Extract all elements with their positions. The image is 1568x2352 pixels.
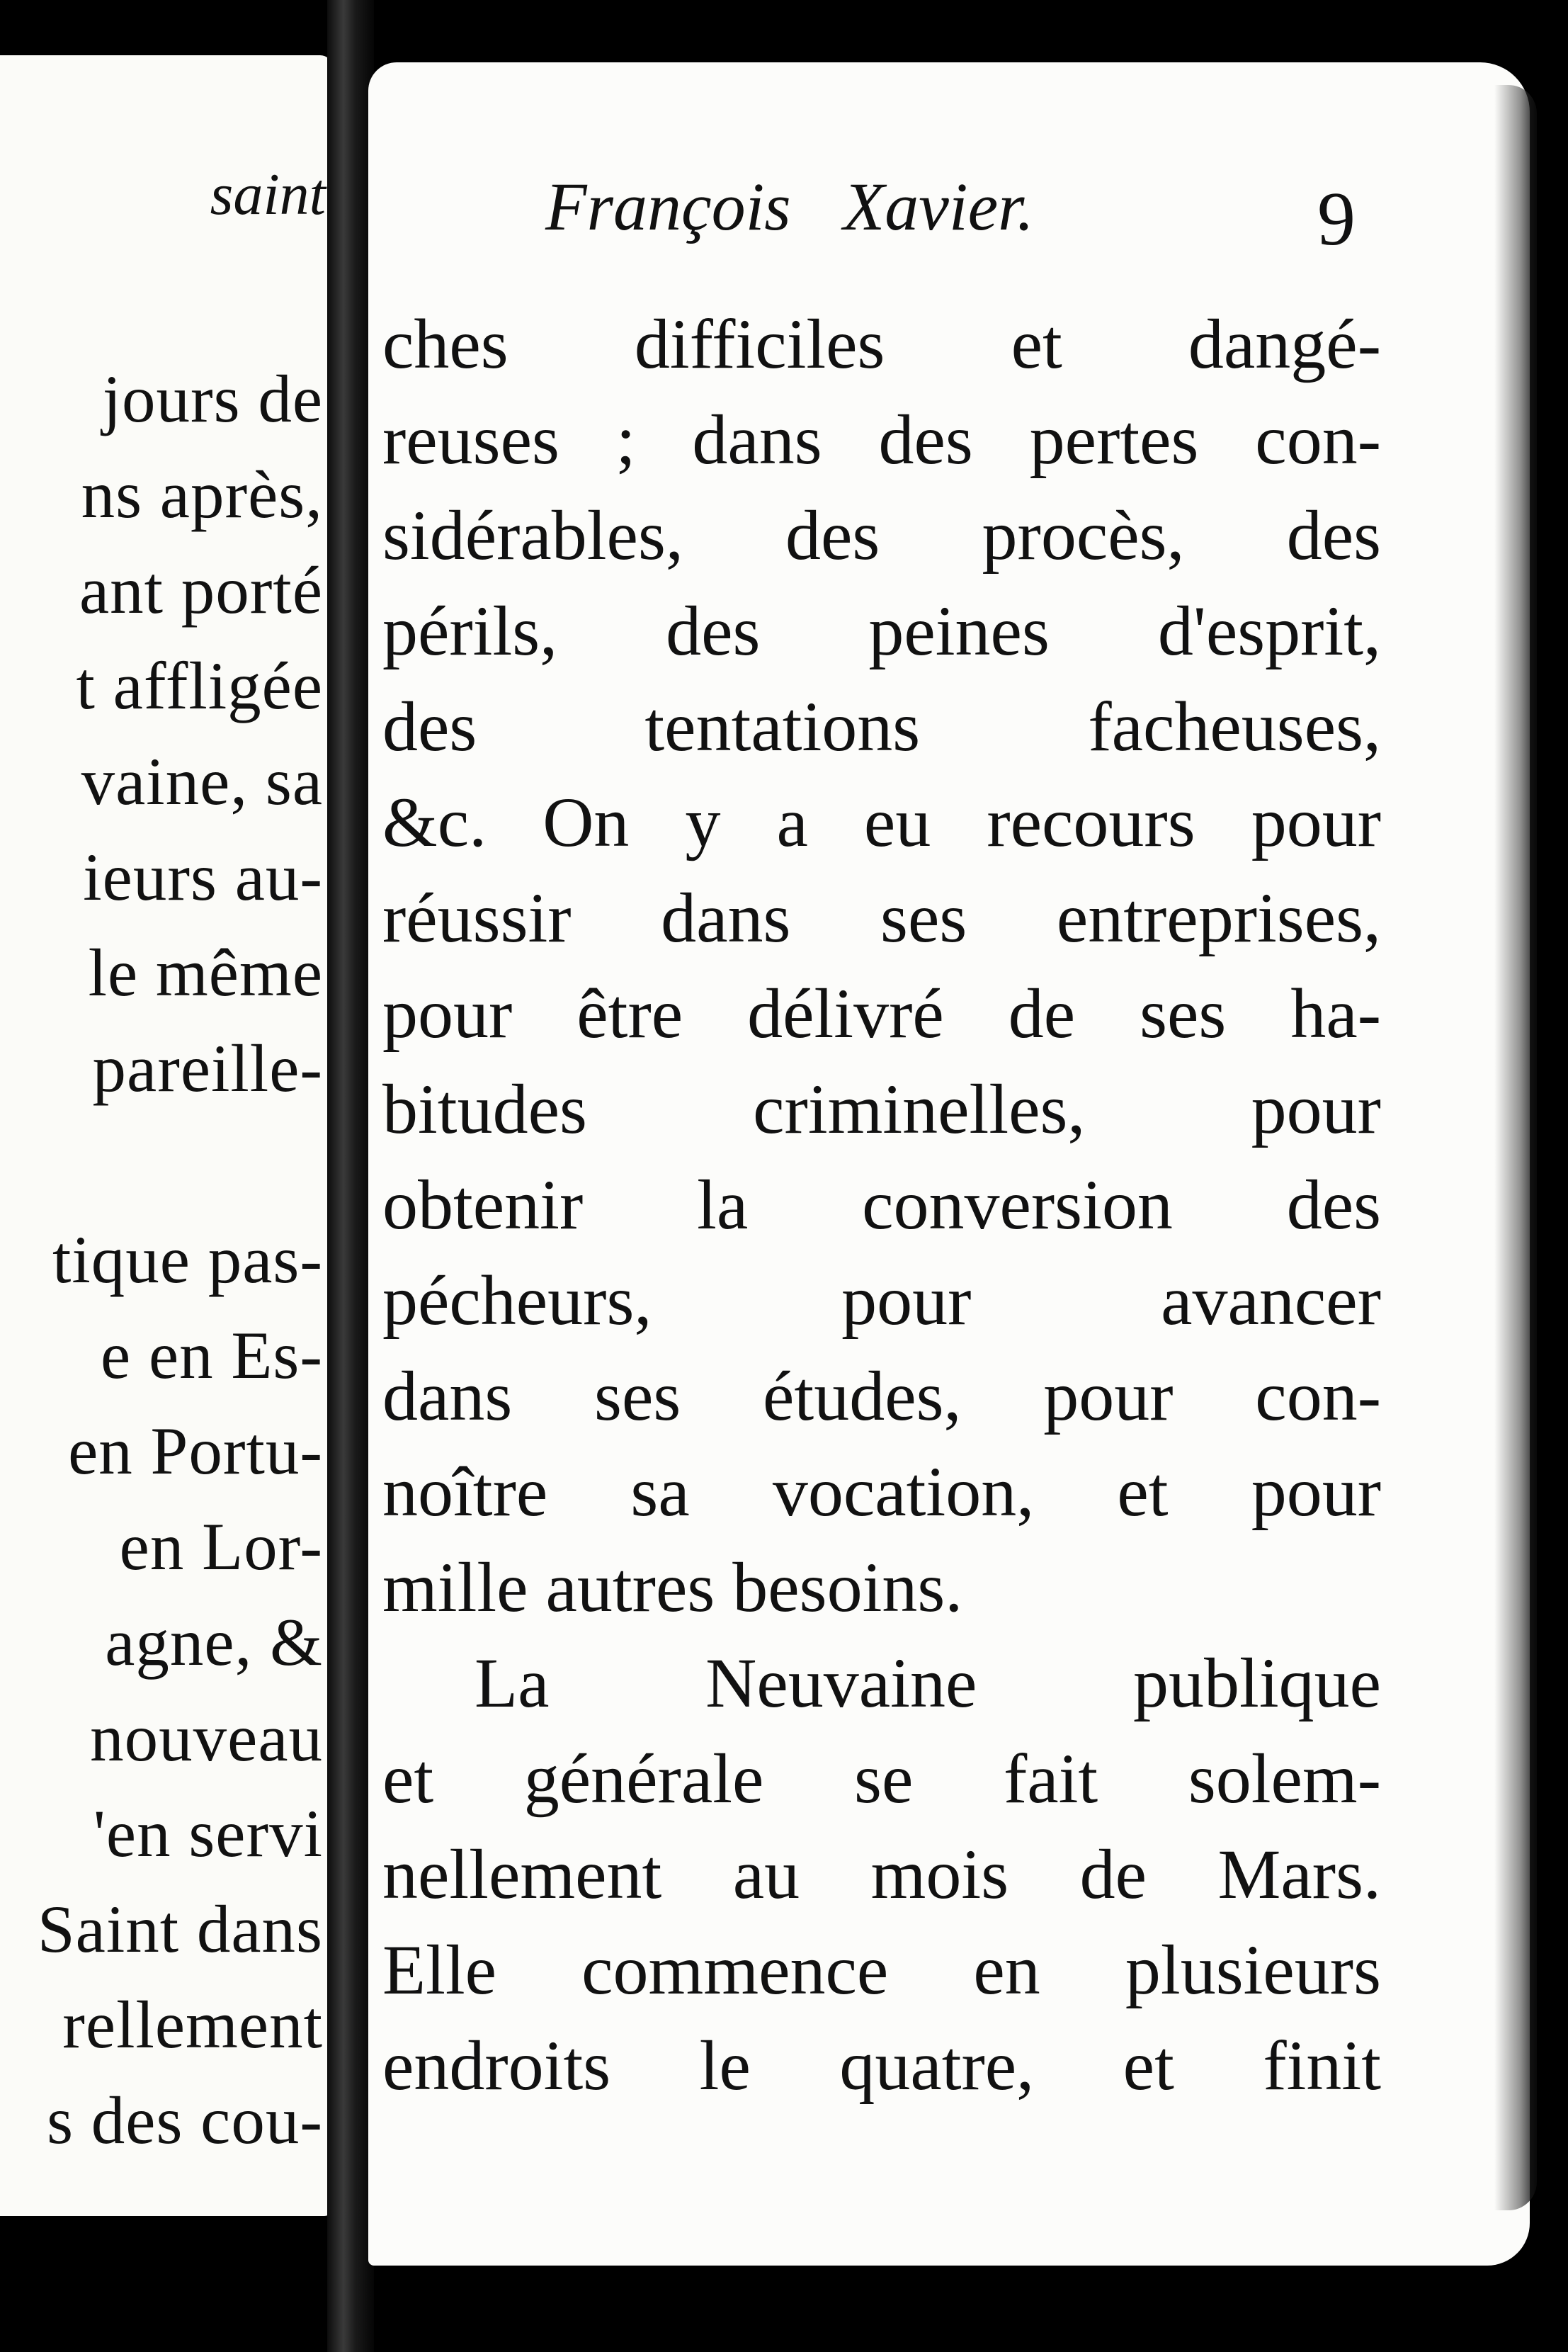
left-text-line: t affligée (76, 648, 323, 723)
text-line: et générale se fait solem- (382, 1739, 1381, 1818)
left-text-line: ns après, (81, 457, 323, 532)
text-line: pour être délivré de ses ha- (382, 974, 1381, 1053)
left-text-line: le même (88, 935, 323, 1010)
text-line: sidérables, des procès, des (382, 496, 1381, 575)
text-line: mille autres besoins. (382, 1548, 963, 1627)
left-page (0, 55, 333, 2216)
text-line: Elle commence en plusieurs (382, 1930, 1381, 2009)
page-number: 9 (1317, 177, 1356, 261)
text-line: dans ses études, pour con- (382, 1357, 1381, 1435)
left-text-line: vaine, sa (81, 744, 323, 819)
text-line: La Neuvaine publique (475, 1644, 1381, 1722)
left-text-line: ieurs au- (83, 839, 323, 915)
left-text-line: pareille- (92, 1031, 323, 1106)
text-line: obtenir la conversion des (382, 1165, 1381, 1244)
left-text-line: 'en servi (93, 1796, 323, 1871)
left-text-line: en Lor- (119, 1509, 323, 1584)
text-line: réussir dans ses entreprises, (382, 878, 1381, 957)
left-text-line: e en Es- (101, 1318, 323, 1393)
text-line: ches difficiles et dangé- (382, 305, 1381, 383)
left-text-line: en Portu- (68, 1413, 323, 1488)
left-text-line: nouveau (90, 1700, 323, 1775)
text-line: &c. On y a eu recours pour (382, 783, 1381, 861)
left-text-line: s des cou- (47, 2083, 323, 2158)
left-text-line: rellement (62, 1987, 323, 2062)
left-text-line: agne, & (105, 1605, 323, 1680)
text-line: noître sa vocation, et pour (382, 1452, 1381, 1531)
running-head: François Xavier. (545, 169, 1034, 244)
right-page (368, 62, 1530, 2266)
text-line: nellement au mois de Mars. (382, 1835, 1381, 1913)
left-text-line: tique pas- (52, 1222, 323, 1297)
left-text-line: Saint dans (37, 1892, 323, 1967)
book-gutter (327, 0, 374, 2352)
text-line: reuses ; dans des pertes con- (382, 400, 1381, 479)
text-line: bitudes criminelles, pour (382, 1070, 1381, 1148)
left-text-line: jours de (102, 361, 323, 436)
left-running-head: saint (210, 162, 326, 227)
text-line: endroits le quatre, et finit (382, 2026, 1381, 2105)
text-line: pécheurs, pour avancer (382, 1261, 1381, 1340)
left-text-line: ant porté (79, 553, 323, 628)
text-line: périls, des peines d'esprit, (382, 592, 1381, 670)
text-line: des tentations facheuses, (382, 687, 1381, 766)
